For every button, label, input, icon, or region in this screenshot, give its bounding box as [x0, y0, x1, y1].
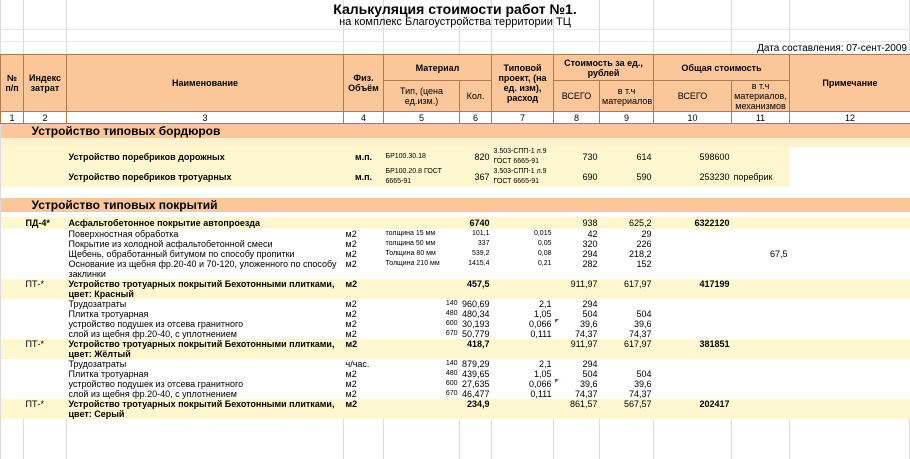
table-row: устройство подушек из отсева гранитного м2 600 30,193 0,066 39,6 39,6: [1, 319, 910, 329]
cost-table: [0, 54, 910, 419]
section-header: Устройство типовых покрытий: [1, 198, 910, 212]
col-all: ВСЕГО: [554, 81, 600, 112]
section-header: Устройство типовых бордюров: [1, 124, 910, 139]
table-row: Покрытие из холодной асфальтобетонной смеси м2 толщина 50 мм 337 0,05 320 226: [1, 239, 910, 249]
table-row: Плитка тротуарная м2 480 480,34 1,05 504 504: [1, 309, 910, 319]
col-qty: Кол.: [460, 81, 492, 112]
date-label: Дата составления: 07-сент-2009: [757, 43, 907, 54]
col-num: № п/п: [1, 55, 24, 112]
col-unit-cost: Стоимость за ед., рублей: [554, 55, 654, 81]
col-incl-mat-mech: в т.ч материалов, механизмов: [732, 81, 790, 112]
col-incl-materials: в т.ч материалов: [600, 81, 654, 112]
table-row: Трудозатраты ч/час. 140 879,29 2,1 294: [1, 359, 910, 369]
table-row: Трудозатраты м2 140 960,69 2,1 294: [1, 299, 910, 309]
col-project: Типовой проект, (на ед. изм), расход: [492, 55, 554, 112]
table-row: устройство подушек из отсева гранитного м2 600 27,635 0,066 39,6 39,6: [1, 379, 910, 389]
col-name: Наименование: [67, 55, 344, 112]
col-total-cost: Общая стоимость: [654, 55, 790, 81]
table-row: ПТ-* Устройство тротуарных покрытий Бехотонными плитками, цвет: Красный м2 457,5 911,97 617,97 417199: [1, 279, 910, 299]
column-numbers-row: 1 2 3 4 5 6 7 8 9 10 11 12: [1, 112, 910, 124]
table-row: слой из щебня фр.20-40, с уплотнением м2 670 46,477 0,111 74,37 74,37: [1, 389, 910, 399]
table-row: Устройство поребриков дорожных м.п. БР100.30.18 820 3.503-СПП-1 л.9 ГОСТ 6665-91 730 614 598600: [1, 147, 910, 167]
page-subtitle: на комплекс Благоустройства территории ТЦ: [339, 16, 571, 28]
table-row: слой из щебня фр.20-40, с уплотнением м2 670 50,779 0,111 74,37 74,37: [1, 329, 910, 339]
table-row: Щебень, обработанный битумом по способу пропитки м2 Толщина 80 мм 539,2 0,08 294 218,2 67,5: [1, 249, 910, 259]
spacer-row: [1, 187, 910, 198]
table-row: ПТ-* Устройство тротуарных покрытий Бехотонными плитками, цвет: Серый м2 234,9 861,57 567,57 202417: [1, 399, 910, 419]
col-material: Материал: [384, 55, 492, 81]
spacer-row: [1, 138, 910, 147]
table-row: Устройство поребриков тротуарных м.п. БР100.20.8 ГОСТ 6665-91 367 3.503-СПП-1 л.9 ГОСТ 6665-91 690 590 253230 поребрик: [1, 167, 910, 187]
page-title: Калькуляция стоимости работ №1.: [333, 1, 577, 17]
col-type: Тип, (цена ед.изм.): [384, 81, 460, 112]
table-row: ПТ-* Устройство тротуарных покрытий Бехотонными плитками, цвет: Жёлтый м2 418,7 911,97 617,97 381851: [1, 339, 910, 359]
table-row: Плитка тротуарная м2 480 439,65 1,05 504 504: [1, 369, 910, 379]
table-row: ПД-4* Асфальтобетонное покрытие автопроезда 6740 938 625,2 6322120: [1, 217, 910, 229]
table-row: Основание из щебня фр.20-40 и 70-120, уложенного по способу заклинки м2 Толщина 210 мм 1415,4 0,21 282 152: [1, 259, 910, 279]
col-all-total: ВСЕГО: [654, 81, 732, 112]
table-row: Поверхностная обработка м2 толщина 15 мм 101,1 0,015 42 29: [1, 229, 910, 239]
col-volume: Физ. Объём: [344, 55, 384, 112]
col-index: Индекс затрат: [24, 55, 67, 112]
col-note: Примечание: [790, 55, 910, 112]
